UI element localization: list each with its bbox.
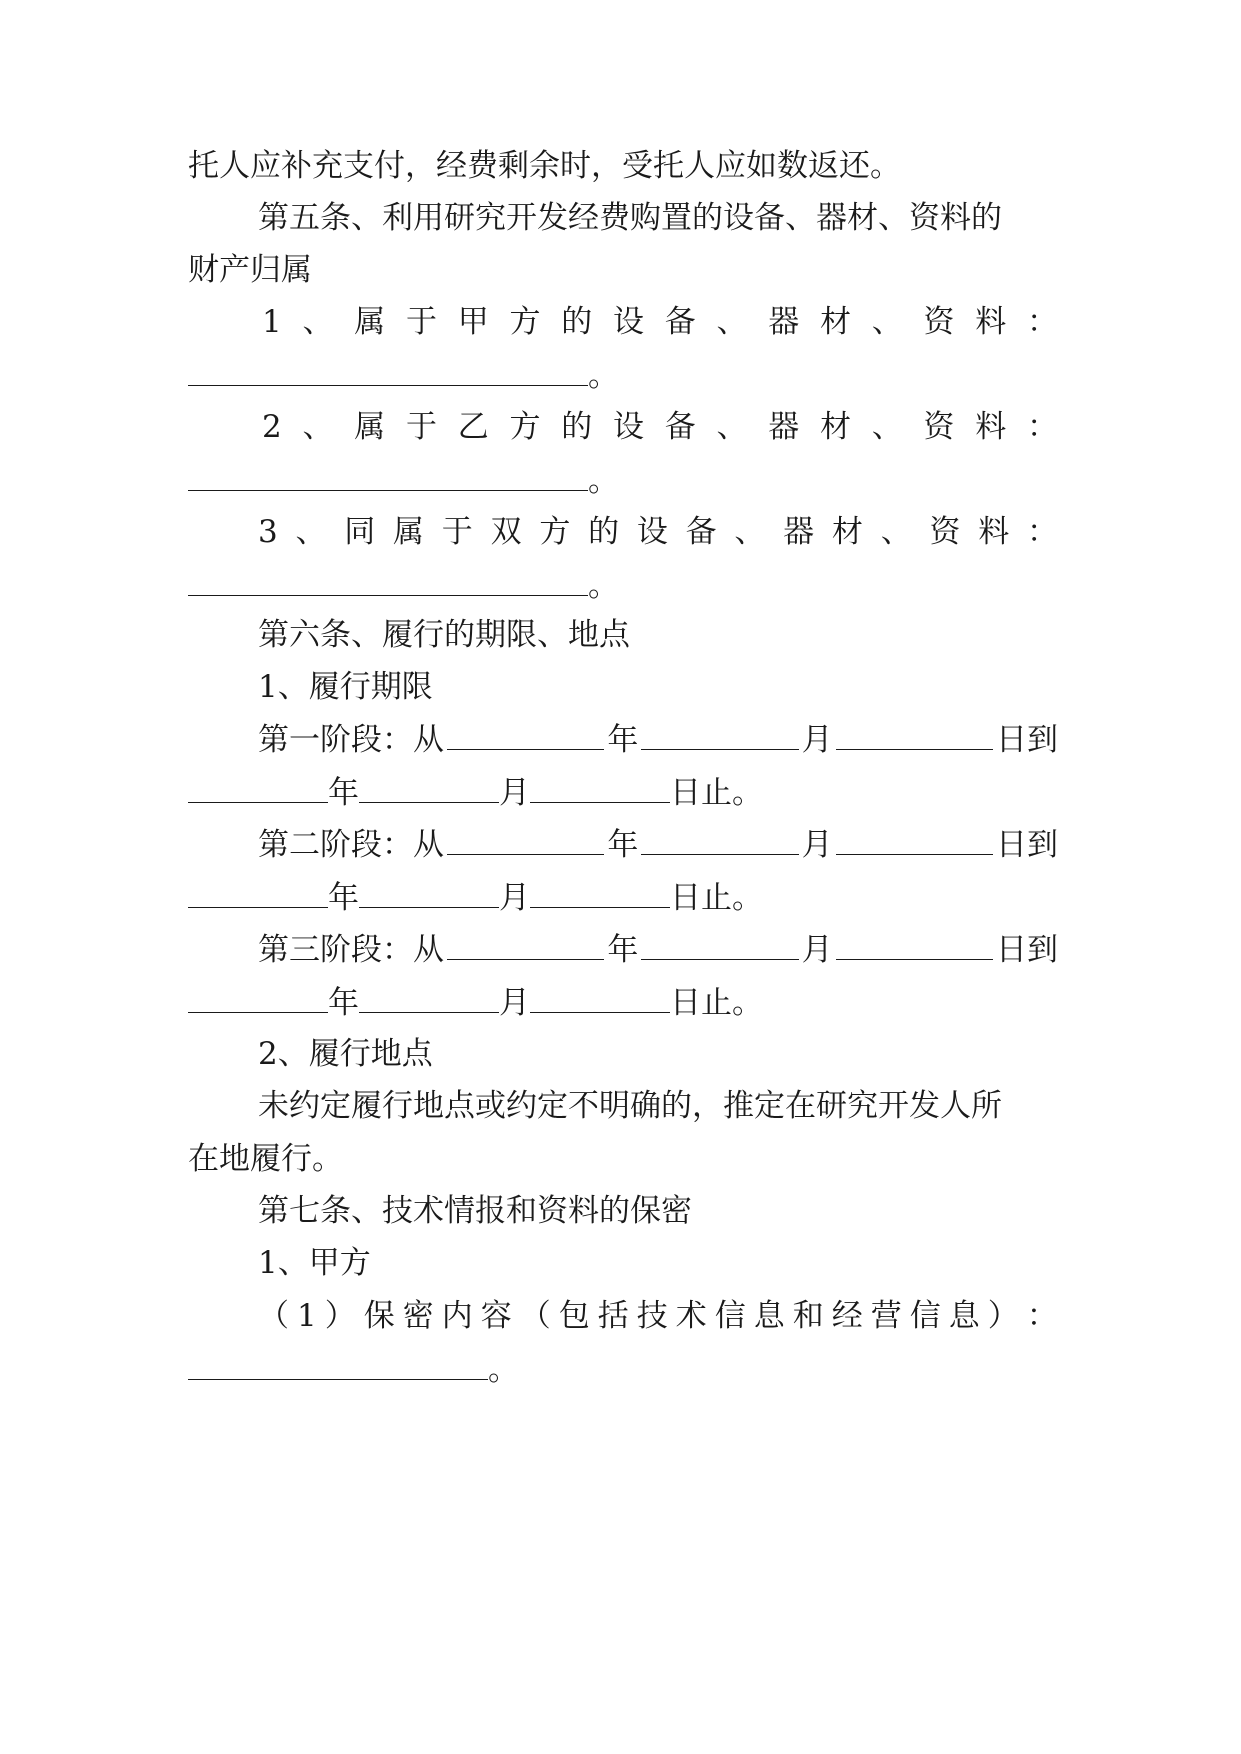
period: 。: [588, 568, 619, 604]
spaced-char: 属: [354, 409, 386, 445]
fill-blank[interactable]: [188, 460, 588, 491]
start-day-blank[interactable]: [836, 929, 993, 960]
stage-label: 第二阶段：从: [258, 827, 444, 863]
spaced-char: 、: [295, 514, 327, 550]
text-line: 托人应补充支付，经费剩余时，受托人应如数返还。: [188, 148, 901, 184]
article-7-heading: 第七条、技术情报和资料的保密: [258, 1193, 692, 1229]
start-month-blank[interactable]: [641, 824, 798, 855]
spaced-char: 和: [792, 1298, 824, 1334]
item-1-line: [262, 302, 1058, 342]
spaced-char: ：: [1026, 1298, 1058, 1334]
spaced-char: 设: [612, 304, 644, 340]
year-label: 年: [328, 775, 359, 811]
item-2-blank-line: [188, 460, 1058, 500]
spaced-char: 器: [783, 514, 815, 550]
start-day-blank[interactable]: [836, 824, 993, 855]
secret-content-line: [258, 1296, 1058, 1336]
spaced-char: 于: [405, 304, 437, 340]
fill-blank[interactable]: [188, 355, 588, 386]
end-day-blank[interactable]: [530, 877, 670, 908]
spaced-char: 、: [716, 409, 748, 445]
spaced-char: 、: [880, 514, 912, 550]
end-year-blank[interactable]: [188, 877, 328, 908]
spaced-char: 经: [831, 1298, 863, 1334]
spaced-char: 息: [753, 1298, 785, 1334]
fill-blank[interactable]: [188, 1349, 488, 1380]
article-7-item-1: 1、甲方: [258, 1245, 371, 1281]
month-label: 月: [801, 722, 833, 758]
stage-2-line: [258, 824, 1058, 864]
stage-label: 第一阶段：从: [258, 722, 444, 758]
spaced-char: 、: [734, 514, 766, 550]
spaced-char: 保: [363, 1298, 395, 1334]
day-to-label: 日到: [995, 722, 1058, 758]
article-6-item-2: 2、履行地点: [258, 1036, 433, 1072]
fill-blank[interactable]: [188, 565, 588, 596]
spaced-char: 材: [819, 409, 851, 445]
stage-3-end-line: [188, 982, 1058, 1022]
spaced-char: 材: [819, 304, 851, 340]
day-end-label: 日止。: [670, 985, 763, 1021]
spaced-char: 备: [685, 514, 717, 550]
start-day-blank[interactable]: [836, 719, 993, 750]
year-label: 年: [328, 985, 359, 1021]
spaced-char: 括: [597, 1298, 629, 1334]
period: 。: [588, 463, 619, 499]
spaced-char: 技: [636, 1298, 668, 1334]
spaced-char: 、: [871, 409, 903, 445]
end-day-blank[interactable]: [530, 982, 670, 1013]
spaced-char: 的: [561, 409, 593, 445]
place-note: 未约定履行地点或约定不明确的，推定在研究开发人所: [258, 1088, 1002, 1124]
spaced-char: 乙: [457, 409, 489, 445]
end-day-blank[interactable]: [530, 772, 670, 803]
day-end-label: 日止。: [670, 775, 763, 811]
spaced-char: （: [258, 1298, 289, 1334]
spaced-char: 设: [612, 409, 644, 445]
spaced-char: 术: [675, 1298, 707, 1334]
year-label: 年: [328, 880, 359, 916]
spaced-char: 料: [978, 514, 1010, 550]
spaced-char: 方: [509, 304, 541, 340]
spaced-char: 密: [402, 1298, 434, 1334]
spaced-char: 的: [588, 514, 620, 550]
spaced-char: 属: [354, 304, 386, 340]
item-3-line: [258, 512, 1058, 552]
spaced-char: 属: [393, 514, 425, 550]
spaced-char: 的: [561, 304, 593, 340]
month-label: 月: [499, 775, 530, 811]
spaced-char: 息: [948, 1298, 980, 1334]
spaced-char: 于: [405, 409, 437, 445]
month-label: 月: [801, 932, 833, 968]
spaced-char: 信: [909, 1298, 941, 1334]
spaced-char: 资: [923, 409, 955, 445]
spaced-char: 器: [768, 409, 800, 445]
spaced-char: 3: [258, 514, 278, 550]
article-6-item-1: 1、履行期限: [258, 669, 433, 705]
year-label: 年: [607, 722, 639, 758]
item-3-blank-line: [188, 565, 1058, 605]
end-month-blank[interactable]: [359, 772, 499, 803]
spaced-char: 甲: [457, 304, 489, 340]
spaced-char: 1: [297, 1298, 317, 1334]
year-label: 年: [607, 827, 639, 863]
item-1-blank-line: [188, 355, 1058, 395]
start-year-blank[interactable]: [447, 719, 604, 750]
spaced-char: 方: [539, 514, 571, 550]
spaced-char: 器: [768, 304, 800, 340]
spaced-char: 内: [441, 1298, 473, 1334]
spaced-char: 双: [490, 514, 522, 550]
spaced-char: 方: [509, 409, 541, 445]
article-6-heading: 第六条、履行的期限、地点: [258, 617, 630, 653]
period: 。: [488, 1352, 519, 1388]
spaced-char: 资: [923, 304, 955, 340]
month-label: 月: [499, 985, 530, 1021]
spaced-char: 、: [716, 304, 748, 340]
end-month-blank[interactable]: [359, 982, 499, 1013]
spaced-char: 备: [664, 304, 696, 340]
secret-content-blank-line: [188, 1349, 1058, 1389]
spaced-char: ：: [1026, 409, 1058, 445]
spaced-char: 材: [831, 514, 863, 550]
stage-label: 第三阶段：从: [258, 932, 444, 968]
end-year-blank[interactable]: [188, 772, 328, 803]
stage-1-end-line: [188, 772, 1058, 812]
stage-1-line: [258, 719, 1058, 759]
stage-2-end-line: [188, 877, 1058, 917]
place-note-cont: 在地履行。: [188, 1141, 343, 1177]
spaced-char: 料: [975, 409, 1007, 445]
end-month-blank[interactable]: [359, 877, 499, 908]
spaced-char: ：: [1026, 514, 1058, 550]
item-2-line: [262, 407, 1058, 447]
spaced-char: 同: [344, 514, 376, 550]
day-end-label: 日止。: [670, 880, 763, 916]
end-year-blank[interactable]: [188, 982, 328, 1013]
spaced-char: 信: [714, 1298, 746, 1334]
spaced-char: 设: [636, 514, 668, 550]
text-line: 财产归属: [188, 252, 312, 288]
period: 。: [588, 358, 619, 394]
spaced-char: 、: [302, 409, 334, 445]
start-year-blank[interactable]: [447, 824, 604, 855]
spaced-char: 容: [480, 1298, 512, 1334]
year-label: 年: [607, 932, 639, 968]
month-label: 月: [499, 880, 530, 916]
spaced-char: （: [519, 1298, 551, 1334]
spaced-char: 1: [262, 304, 282, 340]
month-label: 月: [801, 827, 833, 863]
spaced-char: 、: [871, 304, 903, 340]
spaced-char: 料: [975, 304, 1007, 340]
spaced-char: 营: [870, 1298, 902, 1334]
spaced-char: 包: [558, 1298, 590, 1334]
start-month-blank[interactable]: [641, 929, 798, 960]
spaced-char: ）: [324, 1298, 356, 1334]
spaced-char: 备: [664, 409, 696, 445]
day-to-label: 日到: [995, 932, 1058, 968]
spaced-char: 资: [929, 514, 961, 550]
stage-3-line: [258, 929, 1058, 969]
article-5-heading: 第五条、利用研究开发经费购置的设备、器材、资料的: [258, 200, 1002, 236]
spaced-char: ：: [1026, 304, 1058, 340]
day-to-label: 日到: [995, 827, 1058, 863]
start-year-blank[interactable]: [447, 929, 604, 960]
spaced-char: 、: [302, 304, 334, 340]
start-month-blank[interactable]: [641, 719, 798, 750]
spaced-char: 于: [441, 514, 473, 550]
spaced-char: 2: [262, 409, 282, 445]
spaced-char: ）: [987, 1298, 1019, 1334]
